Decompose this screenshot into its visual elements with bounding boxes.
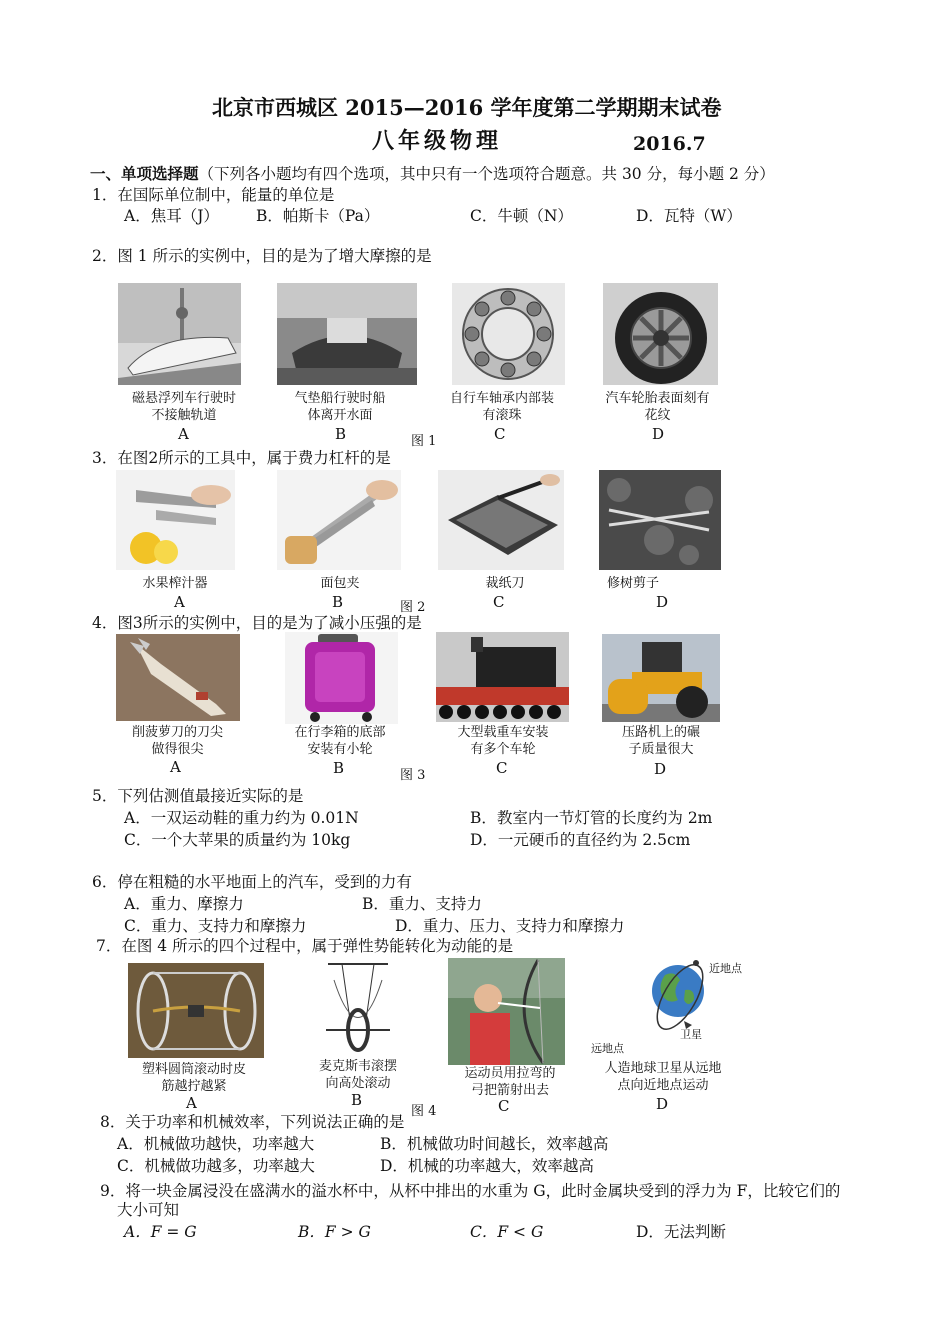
q6-option-d: D．重力、压力、支持力和摩擦力	[395, 917, 625, 935]
bread-tongs-image	[277, 470, 401, 570]
q5-option-a: A．一双运动鞋的重力约为 0.01N	[124, 809, 359, 827]
q7-label-d: D	[656, 1095, 669, 1113]
figure-4-label: 图 4	[411, 1104, 437, 1119]
q7-label-c: C	[498, 1097, 510, 1115]
q7-label-b: B	[351, 1091, 363, 1109]
tire-image	[603, 283, 718, 385]
q7-caption-b: 麦克斯韦滚摆向高处滚动	[318, 1059, 397, 1091]
q8-option-d: D．机械的功率越大，效率越高	[380, 1157, 594, 1175]
q3-caption-b: 面包夹	[320, 576, 360, 591]
q3-caption-c: 裁纸刀	[485, 576, 525, 591]
q8-option-c: C．机械做功越多，功率越大	[117, 1157, 315, 1175]
q6-option-a: A．重力、摩擦力	[124, 895, 244, 913]
q2-stem: 2．图 1 所示的实例中，目的是为了增大摩擦的是	[92, 247, 432, 265]
paper-cutter-image	[438, 470, 564, 570]
q3-stem: 3．在图2所示的工具中，属于费力杠杆的是	[92, 449, 391, 467]
q4-stem: 4．图3所示的实例中，目的是为了减小压强的是	[92, 614, 422, 632]
q2-caption-d: 汽车轮胎表面刻有花纹	[605, 391, 710, 423]
q2-caption-a: 磁悬浮列车行驶时不接触轨道	[131, 391, 236, 423]
q7-caption-d: 人造地球卫星从远地点向近地点运动	[604, 1061, 722, 1093]
road-roller-image	[602, 634, 720, 722]
figure-3-label: 图 3	[400, 768, 426, 783]
q4-caption-b: 在行李箱的底部安装有小轮	[294, 725, 386, 757]
pineapple-knife-image	[116, 634, 240, 721]
q7-caption-a: 塑料圆筒滚动时皮筋越拧越紧	[141, 1062, 246, 1094]
q3-label-a: A	[174, 593, 185, 611]
section-instructions: （下列各小题均有四个选项，其中只有一个选项符合题意。共 30 分，每小题 2 分）	[198, 165, 775, 183]
q4-caption-d: 压路机上的碾子质量很大	[621, 725, 700, 757]
q3-label-b: B	[332, 593, 344, 611]
q4-label-d: D	[654, 760, 667, 778]
q1-option-d: D．瓦特（W）	[636, 207, 742, 225]
maxwell-wheel-image	[320, 960, 396, 1056]
satellite-label: 卫星	[680, 1028, 702, 1041]
plastic-cylinder-image	[128, 963, 264, 1058]
q2-label-a: A	[178, 425, 189, 443]
q2-label-c: C	[494, 425, 506, 443]
figure-2-label: 图 2	[400, 600, 426, 615]
hovercraft-image	[277, 283, 417, 385]
q6-option-c: C．重力、支持力和摩擦力	[124, 917, 307, 935]
q1-option-c: C．牛顿（N）	[470, 207, 573, 225]
q9-stem-continued: 大小可知	[117, 1201, 180, 1219]
q7-label-a: A	[186, 1094, 197, 1112]
q1-option-a: A．焦耳（J）	[124, 207, 219, 225]
section-title: 一、单项选择题	[90, 164, 199, 183]
q4-label-a: A	[170, 758, 181, 776]
q5-option-d: D．一元硬币的直径约为 2.5cm	[470, 831, 691, 849]
q2-caption-b: 气垫船行驶时船体离开水面	[294, 391, 386, 423]
q9-option-a: A．F = G	[124, 1223, 197, 1241]
maglev-train-image	[118, 283, 241, 385]
section-heading	[90, 162, 775, 184]
q5-stem: 5．下列估测值最接近实际的是	[92, 787, 304, 805]
q6-stem: 6．停在粗糙的水平地面上的汽车，受到的力有	[92, 873, 412, 891]
q4-caption-c: 大型载重车安装有多个车轮	[457, 725, 549, 757]
figure-1-label: 图 1	[411, 434, 437, 449]
q3-label-c: C	[493, 593, 505, 611]
luggage-image	[285, 632, 398, 724]
q9-option-d: D．无法判断	[636, 1223, 726, 1241]
archer-image	[448, 958, 565, 1065]
q8-stem: 8．关于功率和机械效率，下列说法正确的是	[100, 1113, 405, 1131]
q4-label-c: C	[496, 759, 508, 777]
q9-option-c: C．F < G	[470, 1223, 544, 1241]
q2-caption-c: 自行车轴承内部装有滚珠	[449, 391, 554, 423]
juicer-image	[116, 470, 235, 570]
exam-subtitle: 八年级物理	[372, 128, 503, 154]
q3-caption-d: 修树剪子	[606, 576, 659, 591]
pruning-shears-image	[599, 470, 721, 570]
q5-option-b: B．教室内一节灯管的长度约为 2m	[470, 809, 713, 827]
q4-caption-a: 削菠萝刀的刀尖做得很尖	[131, 725, 223, 757]
q5-option-c: C．一个大苹果的质量约为 10kg	[124, 831, 351, 849]
q3-caption-a: 水果榨汁器	[142, 576, 208, 591]
q2-label-b: B	[335, 425, 347, 443]
q9-stem: 9．将一块金属浸没在盛满水的溢水杯中，从杯中排出的水重为 G，此时金属块受到的浮力为 F，比较它们的	[100, 1182, 841, 1200]
q3-label-d: D	[656, 593, 669, 611]
q1-stem: 1．在国际单位制中，能量的单位是	[92, 186, 335, 204]
q2-label-d: D	[652, 425, 665, 443]
q7-stem: 7．在图 4 所示的四个过程中，属于弹性势能转化为动能的是	[96, 937, 514, 955]
q7-caption-c: 运动员用拉弯的弓把箭射出去	[464, 1066, 556, 1098]
q4-label-b: B	[333, 759, 345, 777]
q8-option-b: B．机械做功时间越长，效率越高	[380, 1135, 609, 1153]
perigee-label: 近地点	[709, 962, 742, 975]
q1-option-b: B．帕斯卡（Pa）	[256, 207, 380, 225]
bearing-image	[452, 283, 565, 385]
q6-option-b: B．重力、支持力	[362, 895, 482, 913]
exam-date: 2016.7	[633, 133, 706, 155]
heavy-truck-image	[436, 632, 569, 722]
q9-option-b: B．F > G	[298, 1223, 371, 1241]
exam-title: 北京市西城区 2015—2016 学年度第二学期期末试卷	[212, 95, 722, 120]
q8-option-a: A．机械做功越快，功率越大	[117, 1135, 315, 1153]
apogee-label: 远地点	[591, 1042, 624, 1055]
